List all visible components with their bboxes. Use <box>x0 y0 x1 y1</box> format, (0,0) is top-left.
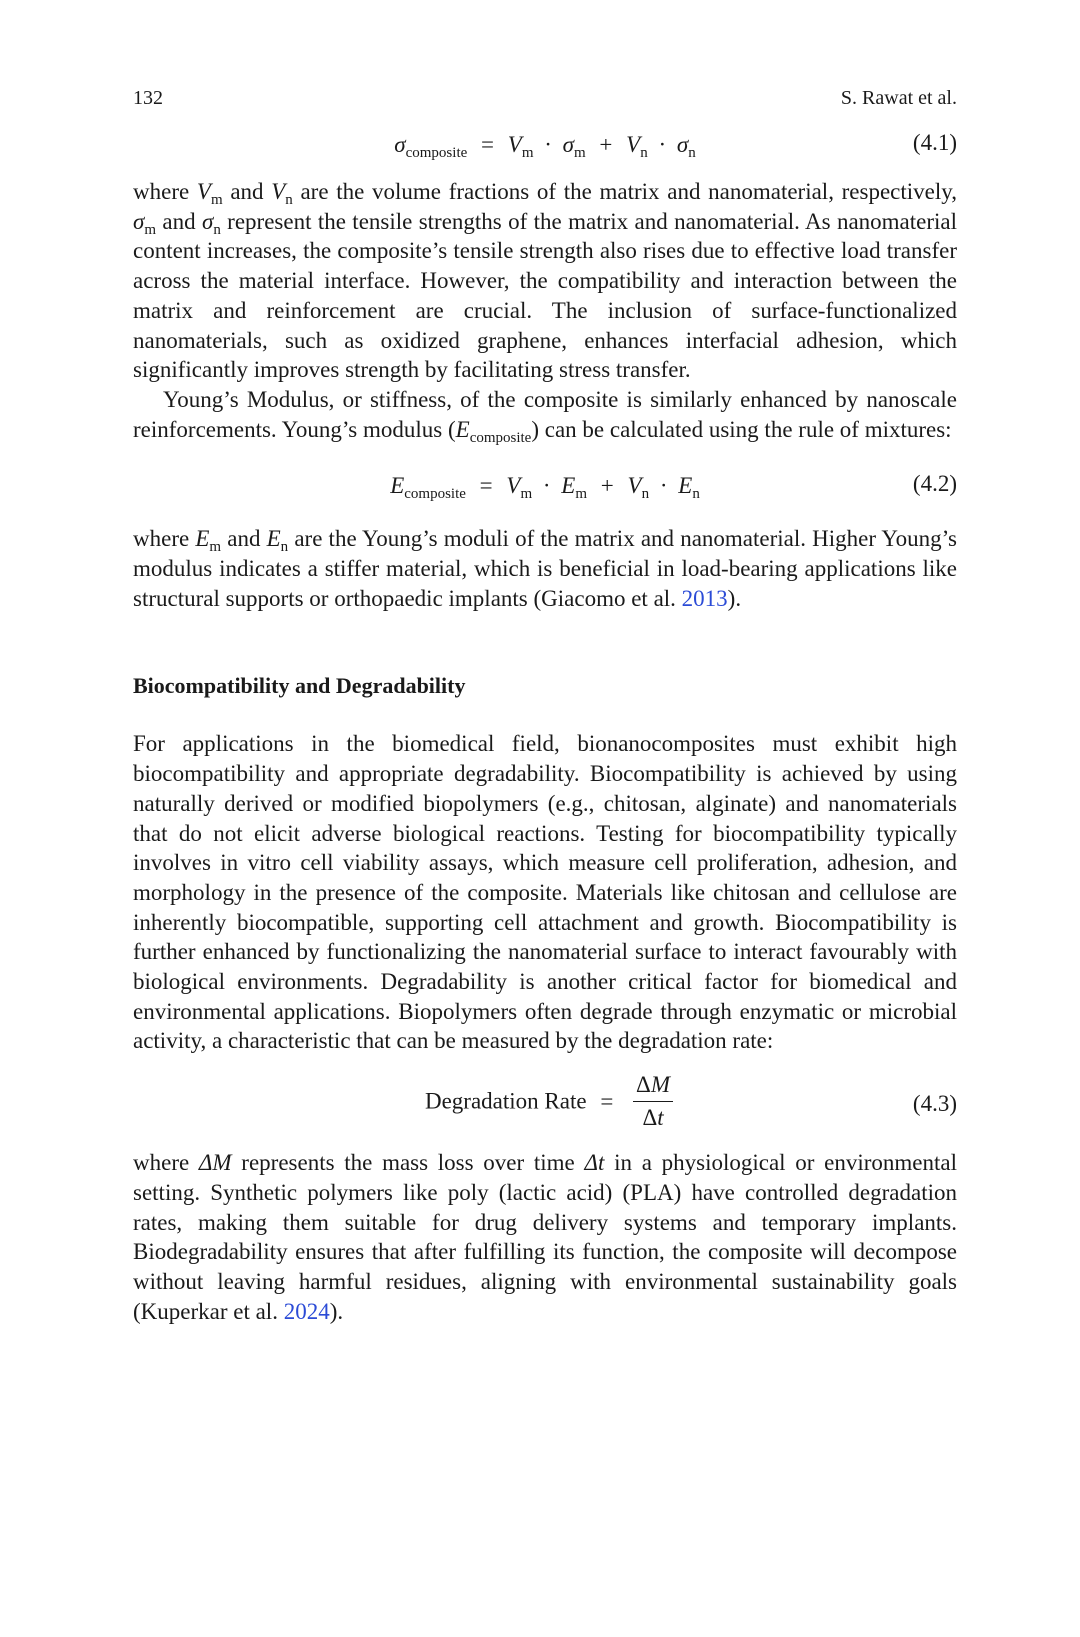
subscript: n <box>285 192 293 208</box>
paragraph-youngs-modulus <box>133 385 957 444</box>
subscript: composite <box>405 144 468 161</box>
equation-4-2-body <box>390 466 700 506</box>
math-symbol: ΔM <box>198 1150 232 1176</box>
subscript: m <box>209 539 222 556</box>
delta-symbol: Δ <box>642 1105 658 1131</box>
paragraph-degradation <box>133 1148 957 1326</box>
text-run: are the Young’s moduli of the matrix and nanomaterial. Higher Young’s modulus indicates a stiffer material, which is beneficial in load-bearing applications like structural supports or orthopaedic implants (Giacomo et al. <box>133 526 957 611</box>
text-run: Young’s Modulus, or stiffness, of the composite is similarly enhanced by nanoscale reinforcements. Young’s modulus ( <box>133 386 957 442</box>
math-symbol: E <box>455 416 470 442</box>
math-symbol: σ <box>201 208 214 234</box>
text-run: ) can be calculated using the rule of mixtures: <box>531 416 952 442</box>
subscript: n <box>641 486 650 503</box>
dot-operator: · <box>542 473 551 499</box>
equals-sign: = <box>481 131 494 157</box>
subscript: m <box>575 486 588 503</box>
text-run: represent the tensile strengths of the matrix and nanomaterial. As nanomaterial content increases, the composite’s tensile strength also rises due to effective load transfer across the material interface. However, the compatibility and interaction between the matrix and reinforcement are crucial. The inclusion of surface-functionalized nanomaterials, such as oxidized graphene, enhances interfacial adhesion, which significantly improves strength by facilitating stress transfer. <box>133 208 957 383</box>
math-symbol: V <box>271 179 286 204</box>
sigma-symbol: σ <box>676 131 689 157</box>
text-run: and <box>221 526 267 552</box>
volume-fraction-symbol: V <box>507 131 522 157</box>
volume-fraction-symbol: V <box>626 131 641 157</box>
equation-number: (4.1) <box>912 130 957 155</box>
volume-fraction-symbol: V <box>627 473 642 499</box>
math-symbol: E <box>266 526 281 552</box>
page <box>133 84 957 1326</box>
page-number: 132 <box>133 87 163 109</box>
text-run: where <box>133 1150 199 1176</box>
math-symbol: σ <box>133 208 145 234</box>
paragraph-biocompatibility: For applications in the biomedical field, bionanocomposites must exhibit high biocompatibility and appropriate degradability. Biocompatibility is achieved by using naturally derived or modified biopolymers (e.g., chitosan, alginate) and nanomaterials that do not elicit adverse biological reactions. Testing for biocompatibility typically involves in vitro cell viability assays, which measure cell proliferation, adhesion, and morphology in the presence of the composite. Materials like chitosan and cellulose are inherently biocompatible, supporting cell attachment and growth. Biocompatibility is further enhanced by functionalizing the nanomaterial surface to interact favourably with biological environments. Degradability is another critical factor for biomedical and environmental applications. Biopolymers often degrade through enzymatic or microbial activity, a characteristic that can be measured by the degradation rate: <box>133 731 957 1054</box>
subscript: composite <box>404 486 466 503</box>
equation-4-2 <box>133 464 957 504</box>
mass-symbol: M <box>650 1072 671 1098</box>
subscript: m <box>521 144 534 161</box>
equation-4-3-body <box>425 1072 673 1131</box>
paragraph-tensile-strength <box>133 177 957 385</box>
text-run: in a physiological or environmental setting. Synthetic polymers like poly (lactic acid) (PLA) have controlled degradation rates, making them suitable for drug delivery systems and temporary implants. Biodegradability ensures that after fulfilling its function, the composite will decompose without leaving harmful residues, aligning with environmental sustainability goals (Kuperkar et al. <box>133 1150 957 1324</box>
fraction-denominator <box>642 1102 663 1131</box>
sigma-symbol: σ <box>562 131 574 157</box>
equation-label: Degradation Rate <box>424 1088 587 1114</box>
text-run: and <box>222 179 272 204</box>
equation-4-1-body <box>394 126 695 164</box>
math-symbol: E <box>195 526 210 552</box>
modulus-symbol: E <box>561 473 576 499</box>
math-symbol: Δt <box>584 1150 605 1176</box>
citation-link[interactable]: 2024 <box>283 1298 330 1324</box>
subscript: n <box>280 539 289 556</box>
text-run: ). <box>727 585 742 611</box>
text-run: are the volume fractions of the matrix and nanomaterial, respectively, <box>292 179 958 204</box>
text-run: represents the mass loss over time <box>231 1150 585 1176</box>
modulus-symbol: E <box>678 473 693 499</box>
text-run: where <box>133 526 196 552</box>
subscript: m <box>574 144 586 161</box>
modulus-symbol: E <box>390 473 405 499</box>
equation-4-3 <box>133 1066 957 1142</box>
paragraph-moduli <box>133 524 957 613</box>
dot-operator: · <box>659 473 668 499</box>
equals-sign: = <box>600 1088 614 1114</box>
plus-sign: + <box>599 131 613 157</box>
subscript: m <box>144 221 157 238</box>
subscript: n <box>640 144 648 161</box>
subscript: composite <box>469 429 532 446</box>
citation-link[interactable]: 2013 <box>681 585 728 611</box>
dot-operator: · <box>544 131 552 157</box>
fraction <box>633 1072 673 1131</box>
time-symbol: t <box>657 1105 664 1131</box>
dot-operator: · <box>658 131 667 157</box>
equation-4-1 <box>133 124 957 162</box>
math-symbol: V <box>196 179 211 204</box>
volume-fraction-symbol: V <box>506 473 521 499</box>
text-run: where <box>133 179 197 204</box>
section-heading: Biocompatibility and Degradability <box>133 673 466 699</box>
running-head <box>133 84 957 112</box>
fraction-numerator <box>633 1072 673 1102</box>
text-run: and <box>156 208 202 234</box>
subscript: n <box>213 221 221 238</box>
sigma-symbol: σ <box>394 131 406 157</box>
delta-symbol: Δ <box>636 1072 651 1098</box>
subscript: m <box>210 192 223 208</box>
subscript: n <box>692 486 700 503</box>
equation-number: (4.2) <box>912 471 957 497</box>
text-run: ). <box>329 1298 344 1324</box>
subscript: n <box>688 144 696 161</box>
plus-sign: + <box>600 473 614 499</box>
subscript: m <box>520 486 533 503</box>
equals-sign: = <box>479 473 493 499</box>
author-line: S. Rawat et al. <box>840 87 957 109</box>
equation-number: (4.3) <box>912 1091 957 1117</box>
